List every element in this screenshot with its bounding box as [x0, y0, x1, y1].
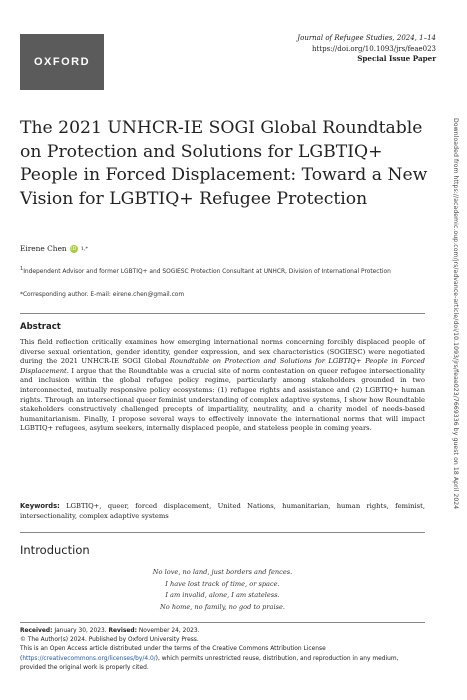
author-marks: 1,* — [80, 245, 88, 252]
keywords-text: LGBTIQ+, queer, forced displacement, United Nations, humanitarian, human rights, feminist, intersectionality, complex adaptive systems — [20, 502, 425, 520]
doi-link[interactable]: https://doi.org/10.1093/jrs/feae023 — [311, 44, 436, 53]
received-label: Received: — [20, 628, 53, 634]
poem-line: No home, no family, no god to praise. — [160, 602, 285, 611]
oxford-logo: OXFORD — [20, 34, 104, 90]
affiliation — [20, 265, 420, 277]
license-part-1: This is an Open Access article distributed under the terms of the Creative Commons Attribution License ( — [20, 646, 326, 662]
journal-header — [297, 33, 436, 65]
license-part-2: ), which permits unrestricted reuse, distribution, and reproduction in any medium, provided the original work is properly cited. — [20, 655, 399, 671]
affiliation-text: Independent Advisor and former LGBTIQ+ and SOGIESC Protection Consultant at UNHCR, Division of International Protection — [23, 268, 391, 275]
epigraph-poem — [20, 567, 425, 613]
keywords — [20, 502, 425, 521]
orcid-icon[interactable]: iD — [71, 245, 77, 252]
revised-label: Revised: — [108, 628, 137, 634]
journal-citation: Journal of Refugee Studies, 2024, 1–14 — [297, 34, 436, 42]
license-text — [20, 645, 425, 673]
abstract-part-1: This field reflection critically examines how emerging international norms concerning forcibly displaced people of diverse sexual orientation, gender identity, gender expression, and sex characteristics (SOGIESC) were negotiated during the 2021 UNHCR-IE SOGI Global — [20, 338, 425, 366]
abstract-heading: Abstract — [20, 322, 61, 332]
copyright-line: © The Author(s) 2024. Published by Oxford University Press. — [20, 637, 199, 644]
divider-footer — [20, 622, 425, 623]
affiliation-mark: 1 — [20, 266, 24, 272]
revised-date: November 24, 2023. — [138, 628, 200, 634]
abstract-part-2: . I argue that the Roundtable was a crucial site of norm contestation on queer refugee intersectionality and inclusion within the global refugee policy regime, particularly among stakeholders grounded in two interconnected, mutually responsive policy ecosystems: (1) refugee rights and assistance and (2) LGBTIQ+ human rights. Through an intersectional queer feminist understanding of complex adaptive systems, I show how Roundtable stakeholders constructively challenged precepts of impartiality, neutrality, and a charity model of needs-based humanitarianism. Finally, I propose several ways to effectively innovate the international norms that will impact LGBTIQ+ refugees, asylum seekers, internally displaced people, and stateless people in coming years. — [20, 366, 425, 433]
divider-top — [20, 313, 425, 314]
author-name[interactable]: Eirene Chen — [20, 244, 67, 253]
abstract-italic: Roundtable on Protection and Solutions for LGBTIQ+ People in Forced Displacement — [20, 357, 425, 375]
author-line — [20, 244, 88, 253]
poem-line: I am invalid, alone, I am stateless. — [165, 591, 280, 600]
corresponding-author: *Corresponding author. E-mail: eirene.chen@gmail.com — [20, 292, 185, 298]
dates-line — [20, 627, 425, 636]
article-footer — [20, 627, 425, 673]
license-link[interactable]: https://creativecommons.org/licenses/by/4.0/ — [22, 655, 156, 662]
article-type: Special Issue Paper — [357, 54, 436, 63]
abstract-text — [20, 338, 425, 434]
keywords-label: Keywords: — [20, 502, 60, 510]
article-title: The 2021 UNHCR-IE SOGI Global Roundtable on Protection and Solutions for LGBTIQ+ People in Forced Displacement: Toward a New Vision for LGBTIQ+ Refugee Protection — [20, 118, 428, 209]
poem-line: No love, no land, just borders and fences. — [152, 568, 293, 576]
received-date: January 30, 2023. — [54, 628, 107, 634]
poem-line: I have lost track of time, or space. — [165, 579, 280, 588]
download-note: Downloaded from https://academic.oup.com/jrs/advance-article/doi/10.1093/jrs/feae023/7669336 by guest on 18 April 2024 — [452, 118, 459, 510]
introduction-heading: Introduction — [20, 543, 90, 557]
divider-mid — [20, 532, 425, 533]
